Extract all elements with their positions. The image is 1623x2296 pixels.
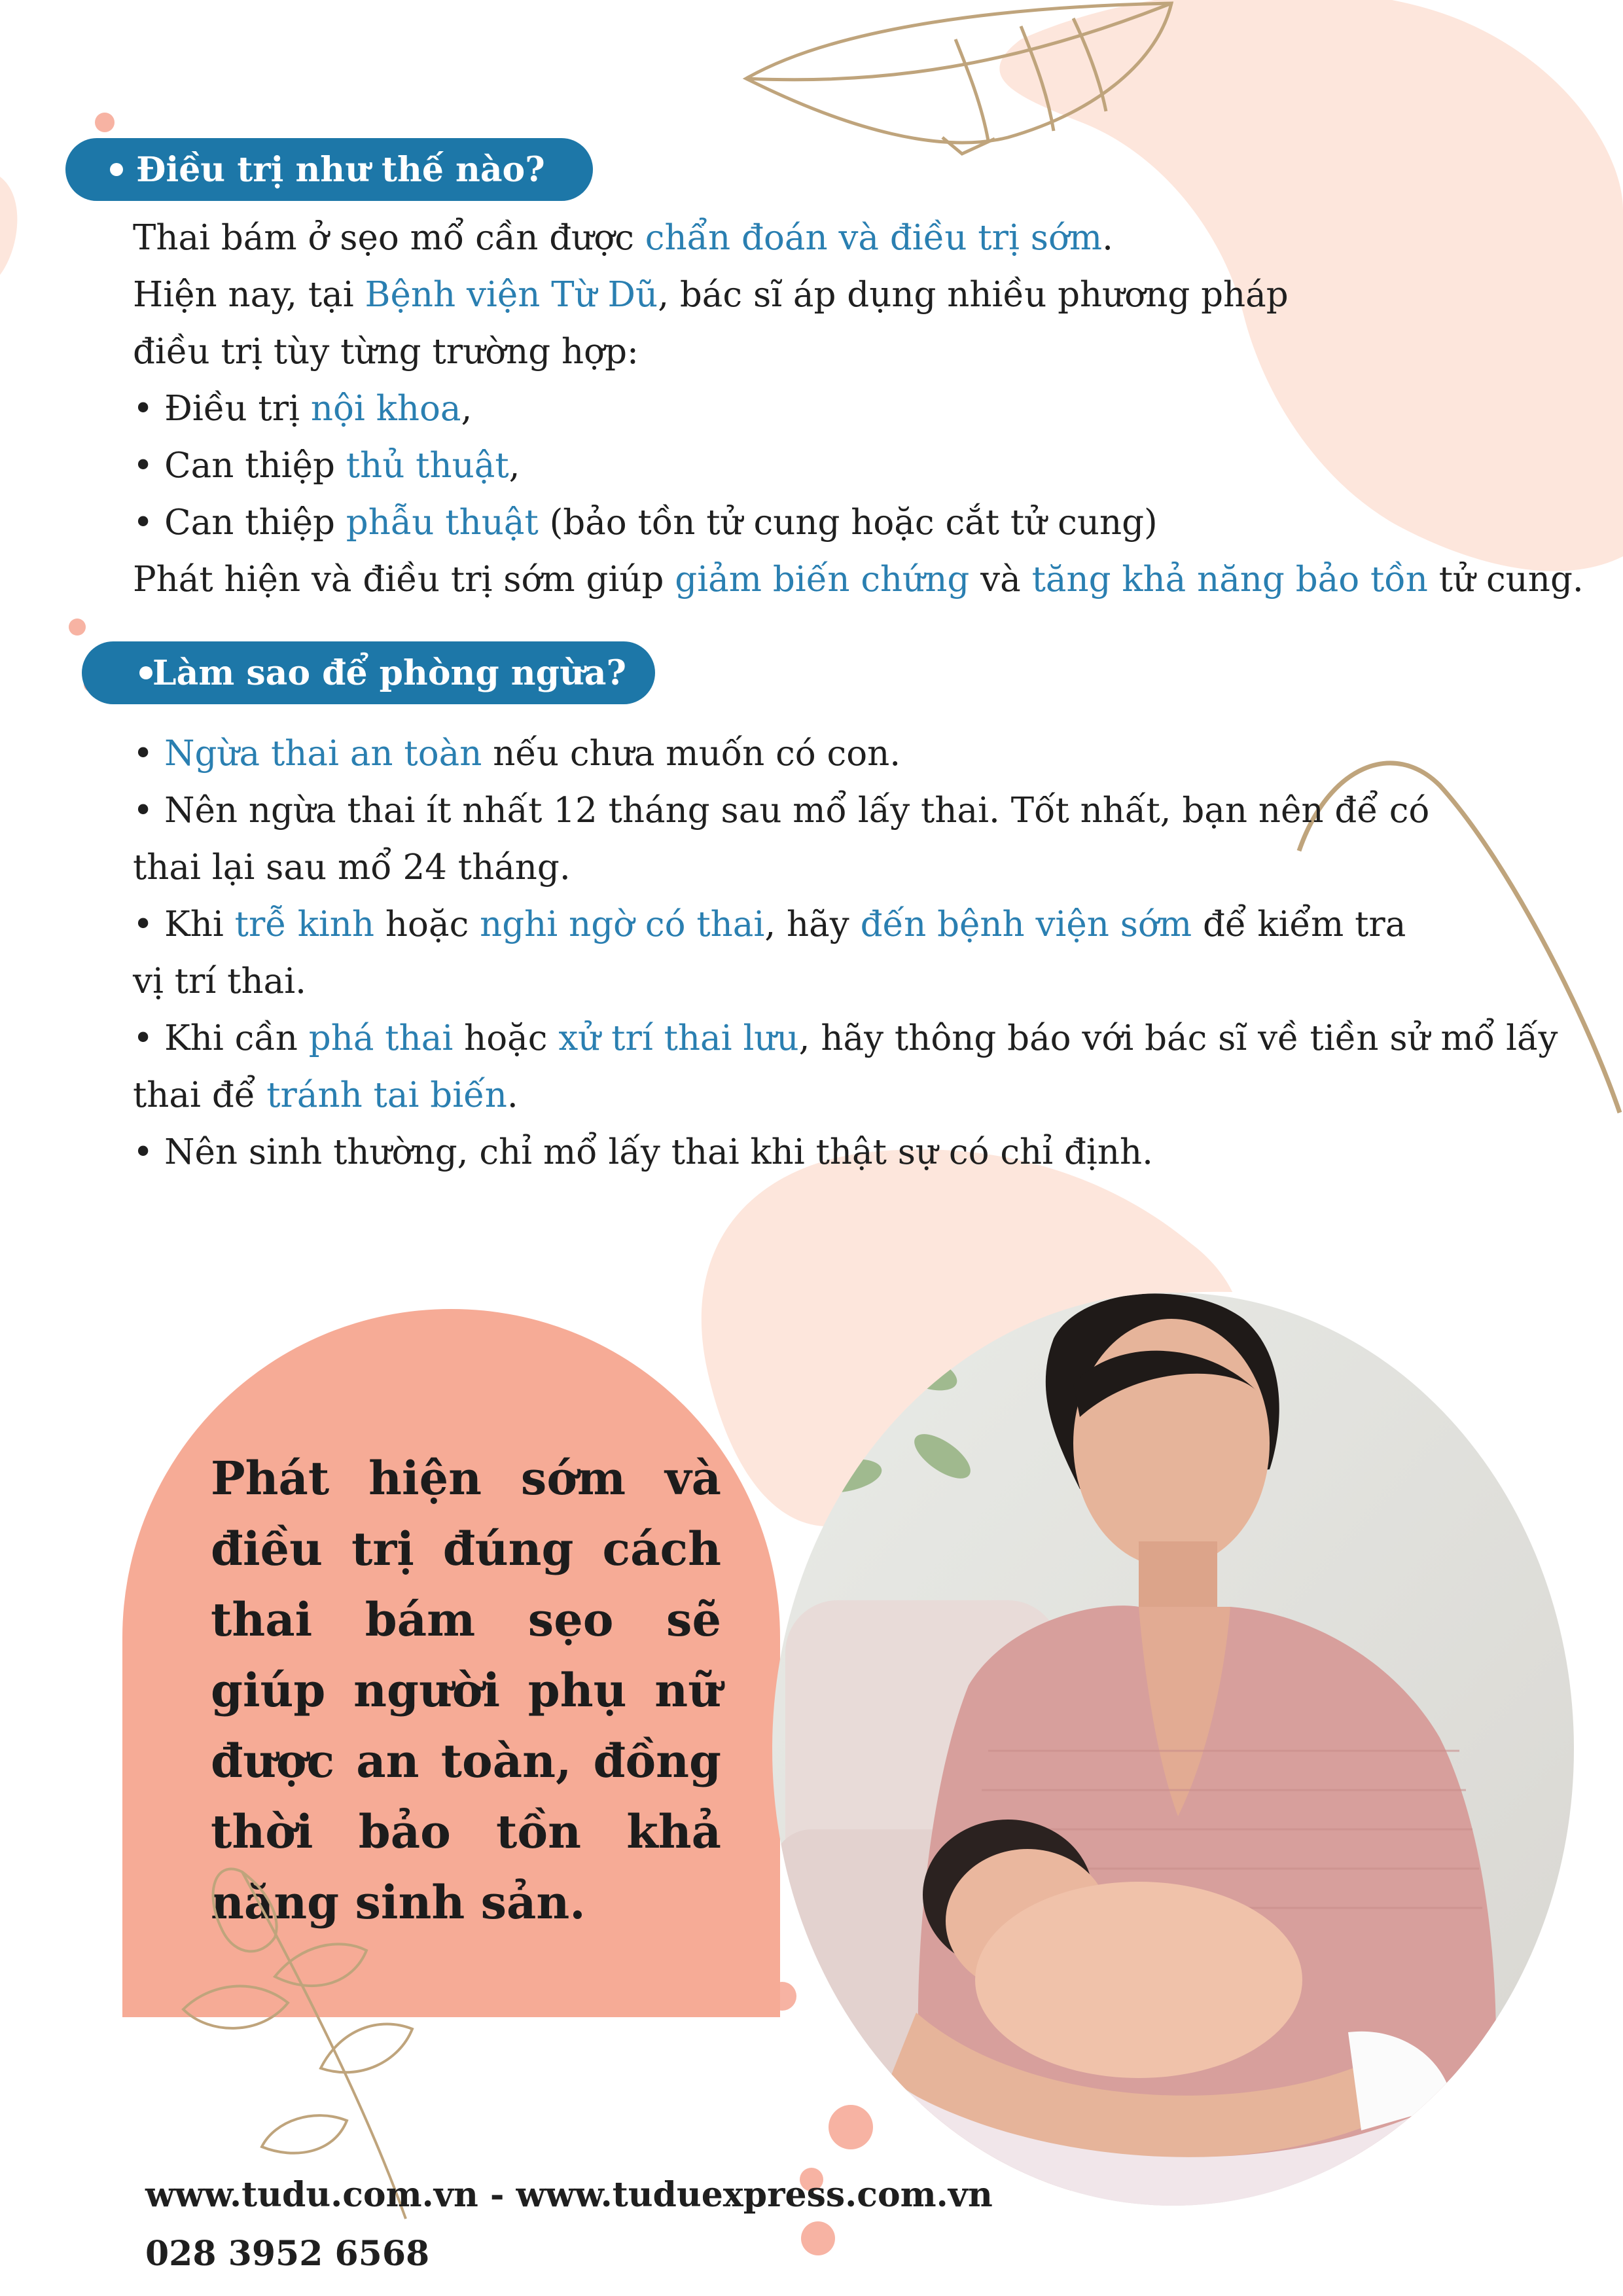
highlighted-text: chẩn đoán và điều trị sớm [645, 218, 1103, 258]
text-segment: , bác sĩ áp dụng nhiều phương pháp [658, 275, 1289, 315]
decor-dot [95, 113, 115, 132]
highlighted-text: Ngừa thai an toàn [164, 734, 482, 774]
highlighted-text: phá thai [308, 1018, 454, 1058]
prevention-line [133, 1010, 1558, 1067]
prevention-line [133, 725, 1558, 782]
footer-phone: 028 3952 6568 [145, 2234, 430, 2274]
treatment-line [133, 380, 1584, 437]
text-segment: • Điều trị [133, 389, 311, 429]
treatment-line [133, 551, 1584, 608]
text-segment: . [1102, 218, 1113, 258]
text-segment: thai để [133, 1075, 267, 1115]
text-segment: , [508, 446, 520, 486]
prevention-paragraph [133, 725, 1558, 1181]
text-segment: . [507, 1075, 518, 1115]
highlighted-text: xử trí thai lưu [558, 1018, 799, 1058]
text-segment: Phát hiện và điều trị sớm giúp [133, 560, 675, 600]
bullet-dot-icon [139, 666, 152, 679]
bullet-dot-icon [110, 163, 123, 176]
section-heading-prevention-text: Làm sao để phòng ngừa? [152, 653, 626, 693]
prevention-line [133, 953, 1558, 1010]
text-segment: (bảo tồn tử cung hoặc cắt tử cung) [538, 503, 1158, 543]
text-segment: tử cung. [1427, 560, 1584, 600]
highlighted-text: nội khoa [310, 389, 461, 429]
text-segment: • Khi cần [133, 1018, 309, 1058]
text-segment: thai lại sau mổ 24 tháng. [133, 848, 571, 888]
text-segment: • Khi [133, 905, 235, 944]
text-segment: • Can thiệp [133, 446, 346, 486]
text-segment: • Nên sinh thường, chỉ mổ lấy thai khi thật sự có chỉ định. [133, 1132, 1153, 1172]
section-heading-treatment [65, 138, 593, 201]
highlighted-text: giảm biến chứng [675, 560, 970, 600]
blush-edge-left [0, 177, 17, 275]
text-segment: nếu chưa muốn có con. [482, 734, 901, 774]
highlighted-text: tăng khả năng bảo tồn [1031, 560, 1428, 600]
decor-dot [69, 619, 86, 636]
mother-breastfeeding-photo [772, 1293, 1574, 2206]
treatment-line [133, 209, 1584, 266]
highlighted-text: trễ kinh [234, 905, 375, 944]
text-segment: để kiểm tra [1192, 905, 1406, 944]
prevention-line [133, 896, 1558, 953]
text-segment: và [969, 560, 1032, 600]
text-segment: Thai bám ở sẹo mổ cần được [133, 218, 645, 258]
text-segment: • Nên ngừa thai ít nhất 12 tháng sau mổ lấy thai. Tốt nhất, bạn nên để có [133, 791, 1430, 831]
text-segment: • Can thiệp [133, 503, 346, 543]
prevention-line [133, 782, 1558, 839]
highlighted-text: nghi ngờ có thai [480, 905, 765, 944]
treatment-line [133, 266, 1584, 323]
highlighted-text: đến bệnh viện sớm [860, 905, 1192, 944]
highlighted-text: Bệnh viện Từ Dũ [365, 275, 658, 315]
section-heading-prevention [82, 641, 655, 704]
footer-websites: www.tudu.com.vn - www.tuduexpress.com.vn [145, 2175, 993, 2215]
prevention-line [133, 839, 1558, 896]
treatment-paragraph [133, 209, 1584, 608]
treatment-line [133, 437, 1584, 494]
treatment-line [133, 323, 1584, 380]
text-segment: , [461, 389, 473, 429]
text-segment: Hiện nay, tại [133, 275, 365, 315]
treatment-line [133, 494, 1584, 551]
text-segment: , hãy thông báo với bác sĩ về tiền sử mổ lấy [798, 1018, 1558, 1058]
highlighted-text: tránh tai biến [266, 1075, 507, 1115]
text-segment: , hãy [764, 905, 861, 944]
section-heading-treatment-text: Điều trị như thế nào? [136, 149, 545, 190]
callout-text: Phát hiện sớm và điều trị đúng cách thai bám sẹo sẽ giúp người phụ nữ được an toàn, đồng thời bảo tồn khả năng sinh sản. [211, 1451, 721, 1929]
highlighted-text: phẫu thuật [346, 503, 539, 543]
prevention-line [133, 1124, 1558, 1181]
highlighted-text: thủ thuật [346, 446, 509, 486]
text-segment: điều trị tùy từng trường hợp: [133, 332, 639, 372]
text-segment: • [133, 734, 165, 774]
leaf-branch-icon [124, 1833, 425, 2225]
text-segment: vị trí thai. [133, 961, 306, 1001]
text-segment: hoặc [453, 1018, 559, 1058]
prevention-line [133, 1067, 1558, 1124]
text-segment: hoặc [374, 905, 480, 944]
